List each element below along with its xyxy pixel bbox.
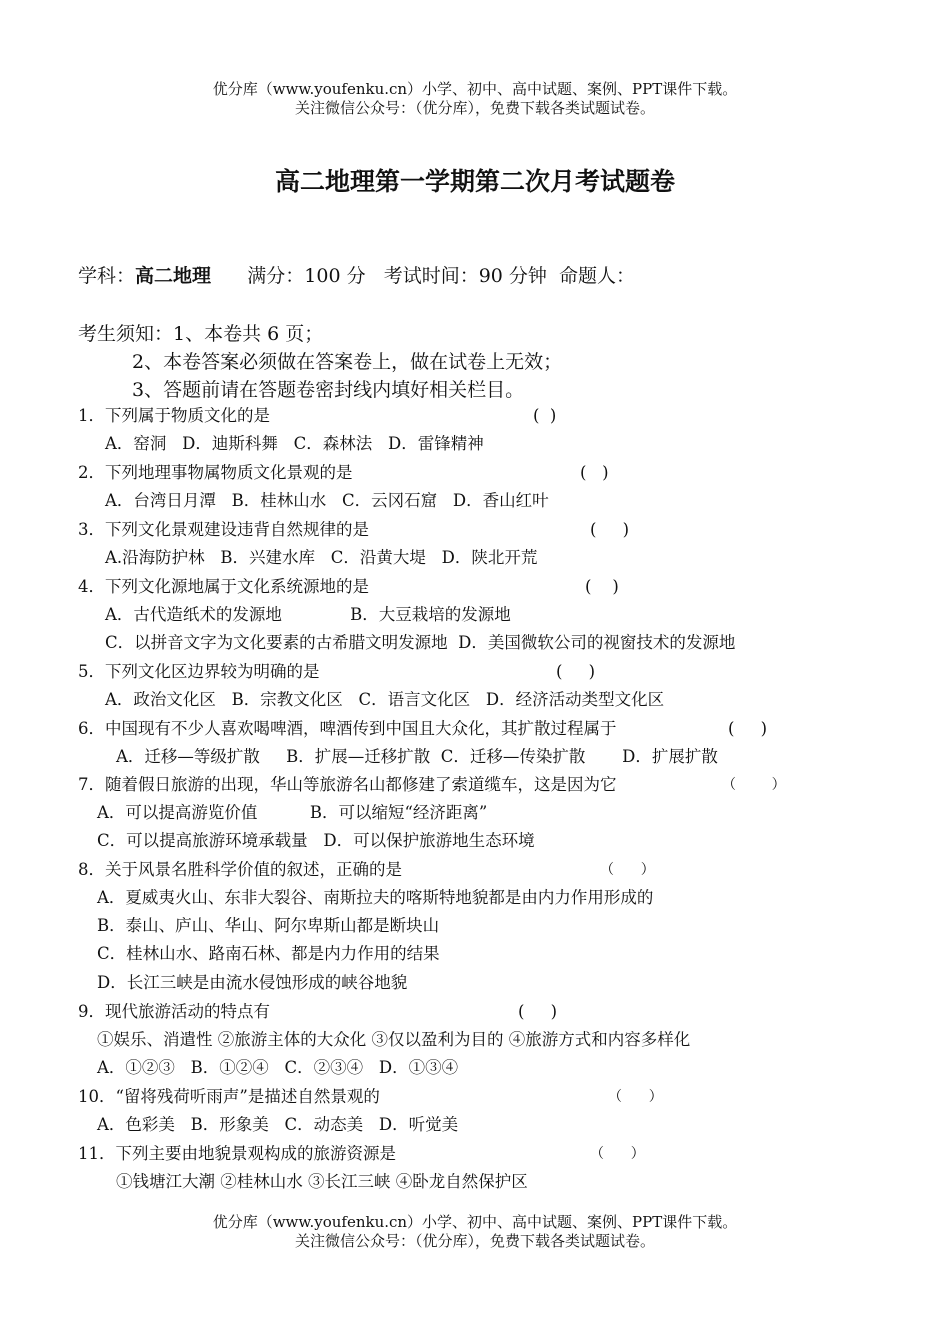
footer-line-1: 优分库（www.youfenku.cn）小学、初中、高中试题、案例、PPT课件下载。: [212, 1213, 738, 1231]
question-stem: 8．关于风景名胜科学价值的叙述，正确的是: [78, 860, 402, 879]
answer-paren: （ ）: [590, 1146, 645, 1162]
question-option: A．①②③ B．①②④ C．②③④ D．①③④: [97, 1058, 459, 1077]
question-option: C．可以提高旅游环境承载量 D．可以保护旅游地生态环境: [97, 831, 535, 850]
question-stem: 3．下列文化景观建设违背自然规律的是: [78, 520, 369, 539]
question-option: A．迁移—等级扩散 B．扩展—迁移扩散 C．迁移—传染扩散 D．扩展扩散: [116, 747, 718, 766]
question-stem: 5．下列文化区边界较为明确的是: [78, 662, 320, 681]
answer-paren: ( ): [580, 463, 609, 482]
question-option: ①娱乐、消遣性 ②旅游主体的大众化 ③仅以盈利为目的 ④旅游方式和内容多样化: [97, 1030, 691, 1049]
question-stem: 11．下列主要由地貌景观构成的旅游资源是: [78, 1144, 396, 1163]
question-option: A．古代造纸术的发源地 B．大豆栽培的发源地: [105, 605, 511, 624]
question-option: A．色彩美 B．形象美 C．动态美 D．听觉美: [97, 1115, 459, 1134]
question-stem: 6．中国现有不少人喜欢喝啤酒，啤酒传到中国且大众化，其扩散过程属于: [78, 719, 617, 738]
subject-value: 高二地理: [135, 265, 212, 287]
question-option: A．窑洞 D．迪斯科舞 C．森林法 D．雷锋精神: [105, 434, 484, 453]
notice-line-2: 2、本卷答案必须做在答案卷上，做在试卷上无效；: [132, 351, 563, 373]
answer-paren: ( ): [590, 520, 630, 539]
answer-paren: （ ）: [600, 862, 655, 878]
question-stem: 10．“留将残荷听雨声”是描述自然景观的: [78, 1087, 380, 1106]
answer-paren: ( ): [728, 719, 768, 738]
header-line-1: 优分库（www.youfenku.cn）小学、初中、高中试题、案例、PPT课件下载。: [212, 80, 738, 98]
notice-line-1: 考生须知：1、本卷共 6 页；: [78, 323, 324, 345]
question-stem: 1．下列属于物质文化的是: [78, 406, 270, 425]
answer-paren: （ ）: [722, 777, 786, 793]
exam-info: [78, 261, 635, 288]
answer-paren: ( ): [585, 577, 619, 596]
question-option: ①钱塘江大潮 ②桂林山水 ③长江三峡 ④卧龙自然保护区: [116, 1172, 528, 1191]
footer-line-2: 关注微信公众号：（优分库），免费下载各类试题试卷。: [294, 1232, 655, 1250]
answer-paren: ( ): [533, 406, 557, 425]
question-option: B．泰山、庐山、华山、阿尔卑斯山都是断块山: [97, 916, 440, 935]
answer-paren: ( ): [518, 1002, 558, 1021]
question-stem: 4．下列文化源地属于文化系统源地的是: [78, 577, 369, 596]
question-option: C．以拼音文字为文化要素的古希腊文明发源地 D．美国微软公司的视窗技术的发源地: [105, 633, 736, 652]
exam-info-rest: 满分：100 分 考试时间：90 分钟 命题人：: [211, 265, 635, 287]
question-option: A.沿海防护林 B．兴建水库 C．沿黄大堤 D．陕北开荒: [105, 548, 538, 567]
question-stem: 9．现代旅游活动的特点有: [78, 1002, 270, 1021]
answer-paren: ( ): [556, 662, 596, 681]
question-option: A．台湾日月潭 B．桂林山水 C．云冈石窟 D．香山红叶: [105, 491, 549, 510]
notice-line-3: 3、答题前请在答题卷密封线内填好相关栏目。: [132, 379, 525, 401]
page-title: 高二地理第一学期第二次月考试题卷: [274, 167, 675, 196]
subject-label: 学科：: [78, 265, 136, 287]
question-option: D．长江三峡是由流水侵蚀形成的峡谷地貌: [97, 973, 408, 992]
question-option: A．可以提高游览价值 B．可以缩短“经济距离”: [97, 803, 488, 822]
question-option: A．政治文化区 B．宗教文化区 C．语言文化区 D．经济活动类型文化区: [105, 690, 665, 709]
header-line-2: 关注微信公众号：（优分库），免费下载各类试题试卷。: [294, 99, 655, 117]
question-option: C．桂林山水、路南石林、都是内力作用的结果: [97, 944, 440, 963]
question-stem: 7．随着假日旅游的出现，华山等旅游名山都修建了索道缆车，这是因为它: [78, 775, 617, 794]
answer-paren: （ ）: [608, 1089, 663, 1105]
question-stem: 2．下列地理事物属物质文化景观的是: [78, 463, 353, 482]
question-option: A．夏威夷火山、东非大裂谷、南斯拉夫的喀斯特地貌都是由内力作用形成的: [97, 888, 654, 907]
